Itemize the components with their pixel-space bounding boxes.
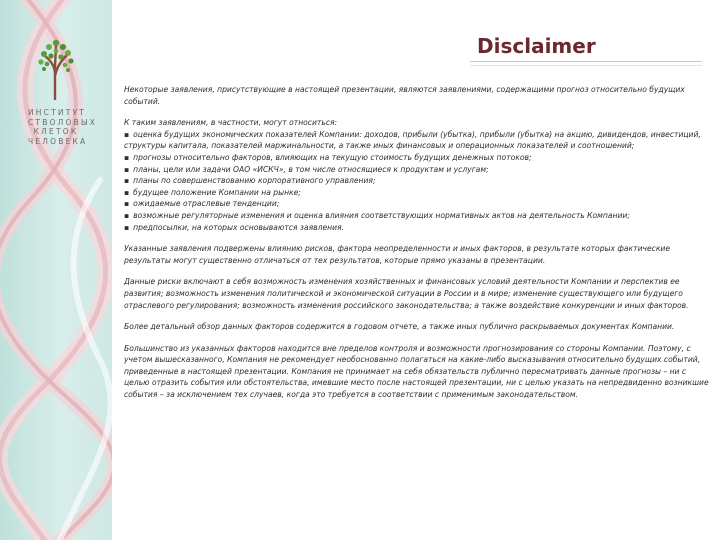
- list-item: [124, 198, 712, 210]
- list-item: [124, 175, 712, 187]
- logo-line: ЧЕЛОВЕКА: [28, 136, 88, 146]
- title-block: [470, 34, 702, 74]
- list-item-text: планы, цели или задачи ОАО «ИСКЧ», в том числе относящиеся к продуктам и услугам;: [133, 164, 489, 174]
- list-item-text: прогнозы относительно факторов, влияющих на текущую стоимость будущих денежных потоков;: [133, 152, 532, 162]
- title-divider-secondary: [470, 65, 702, 66]
- bullet-icon: ▪: [124, 199, 130, 209]
- liability-paragraph: Большинство из указанных факторов находится вне пределов контроля и возможности прогнозирования со стороны Компании. Поэтому, с учетом вышесказанного, Компания не рекомендует необоснованно полагаться на какие-либо высказывания относительно будущих событий, приведенные в настоящей презентации. Компания не принимает на себя обязательств публично пересматривать данные прогнозы – ни с целью отразить события или обстоятельства, имевшие место после настоящей презентации, ни с целью указать на непредвиденно возникшие события – за исключением тех случаев, когда это требуется в соответствии с применимым законодательством.: [124, 343, 709, 400]
- bullet-icon: ▪: [124, 176, 130, 186]
- disclaimer-body: [124, 84, 712, 411]
- list-item-text: предпосылки, на которых основываются заявления.: [133, 222, 345, 232]
- bullet-icon: ▪: [124, 164, 130, 174]
- bullet-icon: ▪: [124, 152, 130, 162]
- report-reference-paragraph: Более детальный обзор данных факторов содержится в годовом отчете, а также иных публично раскрываемых документах Компании.: [124, 322, 675, 332]
- bullet-icon: ▪: [124, 187, 130, 197]
- tree-icon: [36, 36, 76, 100]
- list-item-text: планы по совершенствованию корпоративного управления;: [133, 176, 376, 186]
- logo-line: ИНСТИТУТ: [28, 108, 87, 117]
- bullet-icon: ▪: [124, 129, 130, 139]
- list-intro: К таким заявлениям, в частности, могут относиться:: [124, 118, 338, 128]
- title-divider: [470, 61, 702, 62]
- list-item-text: будущее положение Компании на рынке;: [133, 187, 301, 197]
- list-item: [124, 210, 712, 222]
- logo-line: СТВОЛОВЫХ: [28, 117, 98, 127]
- logo-wordmark: [28, 108, 98, 146]
- bullet-icon: ▪: [124, 210, 130, 220]
- risk-paragraph: Указанные заявления подвержены влиянию рисков, фактора неопределенности и иных факторов, в результате которых фактические результаты могут существенно отличаться от тех результатов, которые прямо указаны в презентации.: [124, 244, 671, 265]
- list-item-text: оценка будущих экономических показателей Компании: доходов, прибыли (убытка), прибыли (убытка) на акцию, дивидендов, инвестиций, структуры капитала, показателей маржинальности, а также иных финансовых и операционных показателей и соотношений;: [124, 129, 701, 151]
- factor-list: [124, 129, 712, 233]
- bullet-icon: ▪: [124, 222, 130, 232]
- list-item: [124, 152, 712, 164]
- logo-line: КЛЕТОК: [33, 127, 79, 136]
- list-item-text: возможные регуляторные изменения и оценка влияния соответствующих нормативных актов на деятельность Компании;: [133, 210, 630, 220]
- list-item: [124, 164, 712, 176]
- list-item: [124, 129, 712, 152]
- list-item: [124, 187, 712, 199]
- page-title: Disclaimer: [477, 34, 596, 58]
- risk-details-paragraph: Данные риски включают в себя возможность изменения хозяйственных и финансовых условий деятельности Компании и перспектив ее развития; возможность изменения политической и экономической ситуации в России и в мире; изменение существующего или будущего отраслевого регулирования; возможность изменения российского законодательства; а также воздействие конкуренции и иных факторов.: [124, 277, 689, 310]
- list-item: [124, 222, 712, 234]
- sidebar-decoration: [0, 0, 112, 540]
- logo: [28, 36, 98, 146]
- list-item-text: ожидаемые отраслевые тенденции;: [133, 199, 280, 209]
- intro-paragraph: Некоторые заявления, присутствующие в настоящей презентации, являются заявлениями, содержащими прогноз относительно будущих событий.: [124, 85, 685, 106]
